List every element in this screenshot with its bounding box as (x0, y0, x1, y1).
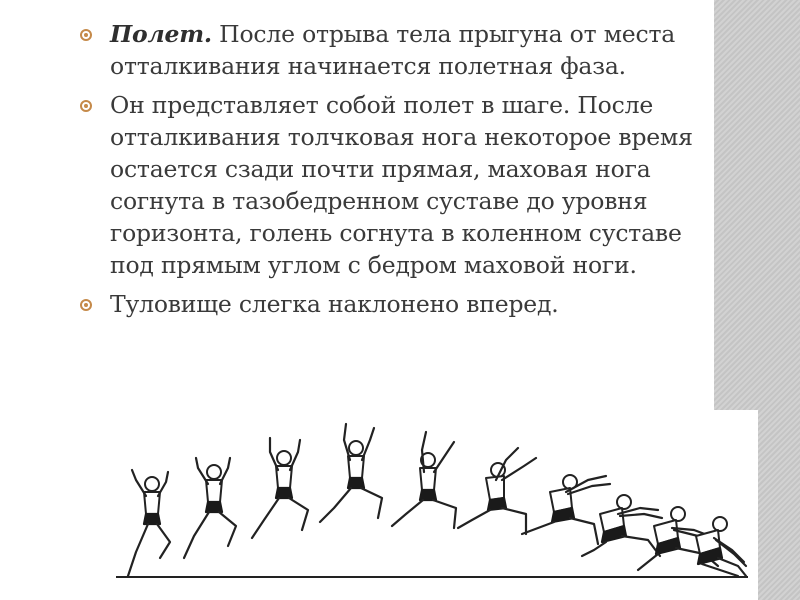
slide-content (74, 18, 722, 327)
bullet-item-flight (74, 18, 722, 82)
bullet-text: Он представляет собой полет в шаге. После отталкивания толчковая нога некоторое время остается сзади почти прямая, маховая нога согнута в тазобедренном суставе до уровня горизонта, голень согнута в коленном суставе под прямым углом с бедром маховой ноги. (110, 91, 693, 279)
bullet-term: Полет. (110, 20, 212, 48)
bullet-icon (80, 29, 92, 41)
bullet-text: Туловище слегка наклонено вперед. (110, 290, 559, 318)
athlete-figure (320, 424, 382, 522)
long-jump-sequence-icon (108, 412, 758, 587)
bullet-icon (80, 100, 92, 112)
athlete-figure (522, 475, 610, 544)
athlete-figure (128, 470, 170, 576)
athlete-figure (458, 448, 536, 534)
athlete-figure (392, 432, 456, 528)
athlete-figure (252, 438, 308, 538)
bullet-list (74, 18, 722, 320)
bullet-item-step (74, 89, 722, 281)
long-jump-illustration (108, 412, 758, 587)
athlete-figure (184, 458, 236, 558)
bullet-icon (80, 299, 92, 311)
athlete-figure (696, 517, 746, 576)
bullet-item-torso (74, 288, 722, 320)
bullet-text: После отрыва тела прыгуна от места отталкивания начинается полетная фаза. (110, 20, 676, 80)
